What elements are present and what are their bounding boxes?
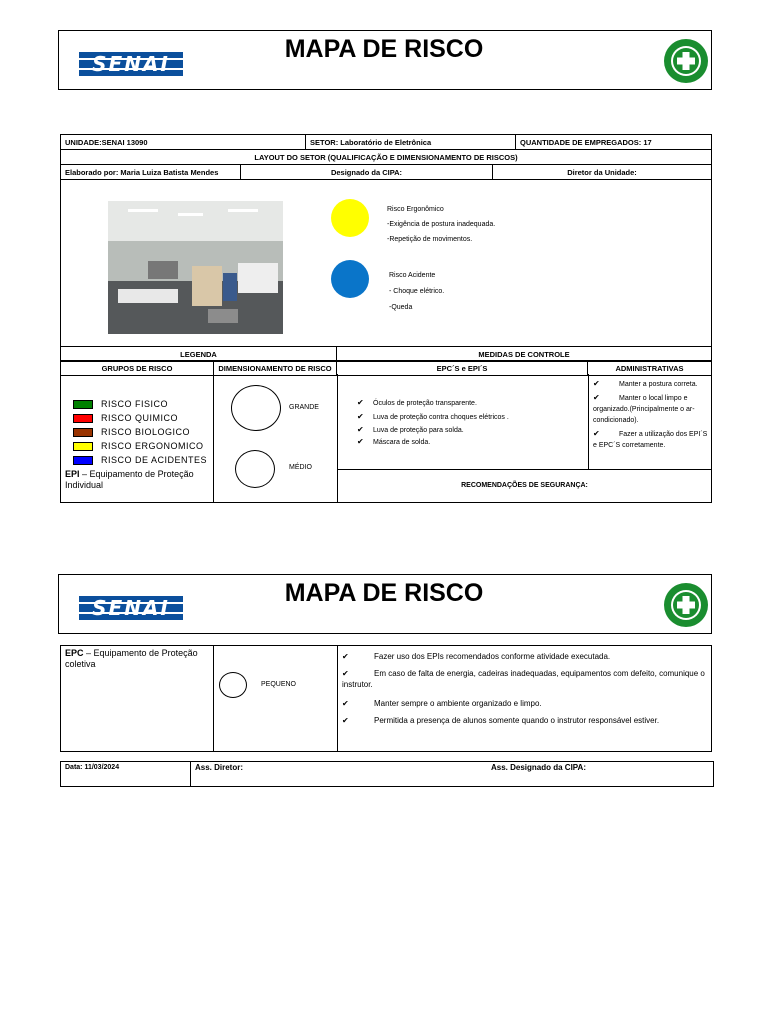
- epc-table: [60, 645, 712, 752]
- info-table: [60, 134, 712, 180]
- risk-circle-acidente: [331, 260, 369, 298]
- list-item: ✔ Luva de proteção para solda.: [357, 425, 464, 434]
- legend-quimico: RISCO QUIMICO: [73, 411, 207, 425]
- legend-acidentes: RISCO DE ACIDENTES: [73, 453, 207, 467]
- cipa-seal-icon: [663, 38, 709, 84]
- list-item: ✔ Manter sempre o ambiente organizado e limpo.: [342, 699, 542, 708]
- unidade-cell: UNIDADE:SENAI 13090: [61, 135, 306, 150]
- epi-definition: EPI – Equipamento de Proteção Individual: [65, 469, 194, 490]
- date-field: Data: 11/03/2024: [65, 764, 120, 771]
- legend-biologico: RISCO BIOLOGICO: [73, 425, 207, 439]
- risk-circle-ergonomico: [331, 199, 369, 237]
- circle-medio-icon: [235, 450, 275, 488]
- list-item: ✔ Permitida a presença de alunos somente quando o instrutor responsável estiver.: [342, 716, 660, 725]
- list-item: ✔ Óculos de proteção transparente.: [357, 398, 477, 407]
- page-header-2: [58, 574, 712, 634]
- list-item: ✔ Em caso de falta de energia, cadeiras inadequadas, equipamentos com defeito, comunique o instrutor.: [342, 669, 705, 689]
- layout-cell: LAYOUT DO SETOR (QUALIFICAÇÃO E DIMENSIONAMENTO DE RISCOS): [61, 150, 712, 165]
- grupos-header: GRUPOS DE RISCO: [61, 361, 214, 376]
- medio-label: MÉDIO: [289, 464, 312, 471]
- cipa-seal-icon: [663, 582, 709, 628]
- ass-cipa-field: Ass. Designado da CIPA:: [491, 763, 586, 772]
- recommendations-list: [342, 651, 708, 726]
- medidas-header: MEDIDAS DE CONTROLE: [337, 347, 712, 362]
- risk-acidente-text: Risco Acidente - Choque elétrico. -Queda: [389, 272, 445, 311]
- administrativas-header: ADMINISTRATIVAS: [588, 361, 712, 376]
- senai-logo: SENAI: [79, 596, 183, 620]
- diretor-cell: Diretor da Unidade:: [493, 165, 712, 180]
- pequeno-label: PEQUENO: [261, 681, 297, 688]
- lab-photo: [108, 201, 283, 334]
- page-header-1: [58, 30, 712, 90]
- designado-cell: Designado da CIPA:: [241, 165, 493, 180]
- epc-list: [357, 396, 509, 448]
- list-item: ✔ Luva de proteção contra choques elétricos .: [357, 412, 509, 421]
- quantidade-cell: QUANTIDADE DE EMPREGADOS: 17: [516, 135, 712, 150]
- legend-body: [60, 374, 712, 503]
- list-item: ✔ Fazer uso dos EPIs recomendados conforme atividade executada.: [342, 652, 611, 661]
- ass-diretor-field: Ass. Diretor:: [195, 763, 244, 772]
- list-item: ✔ Manter o local limpo e organizado.(Principalmente o ar-condicionado).: [593, 393, 695, 424]
- risk-ergonomico-text: Risco Ergonômico -Exigência de postura inadequada. -Repetição de movimentos.: [387, 206, 496, 243]
- elaborado-cell: Elaborado por: Maria Luiza Batista Mendes: [61, 165, 241, 180]
- legend-fisico: RISCO FISICO: [73, 397, 207, 411]
- circle-pequeno-icon: [219, 672, 247, 698]
- signature-row: [60, 761, 714, 787]
- dimensionamento-header: DIMENSIONAMENTO DE RISCO: [214, 361, 337, 376]
- legend-ergonomico: RISCO ERGONOMICO: [73, 439, 207, 453]
- epc-definition: EPC – Equipamento de Proteção coletiva: [65, 648, 198, 669]
- setor-cell: SETOR: Laboratório de Eletrônica: [306, 135, 516, 150]
- admin-list: [593, 378, 710, 451]
- list-item: ✔ Máscara de solda.: [357, 437, 431, 446]
- circle-grande-icon: [231, 385, 281, 431]
- legenda-header: LEGENDA: [61, 347, 337, 362]
- risk-legend: [73, 397, 207, 467]
- epc-epi-header: EPC´S e EPI´S: [337, 361, 588, 376]
- layout-area: [60, 180, 712, 347]
- page-title: MAPA DE RISCO: [284, 579, 484, 607]
- list-item: ✔ Manter a postura correta.: [593, 379, 698, 388]
- senai-logo: SENAI: [79, 52, 183, 76]
- grande-label: GRANDE: [289, 404, 319, 411]
- page-title: MAPA DE RISCO: [284, 35, 484, 63]
- recomendacoes-label: RECOMENDAÇÕES DE SEGURANÇA:: [461, 482, 588, 489]
- list-item: ✔ Fazer a utilização dos EPI´S e EPC´S corretamente.: [593, 429, 708, 449]
